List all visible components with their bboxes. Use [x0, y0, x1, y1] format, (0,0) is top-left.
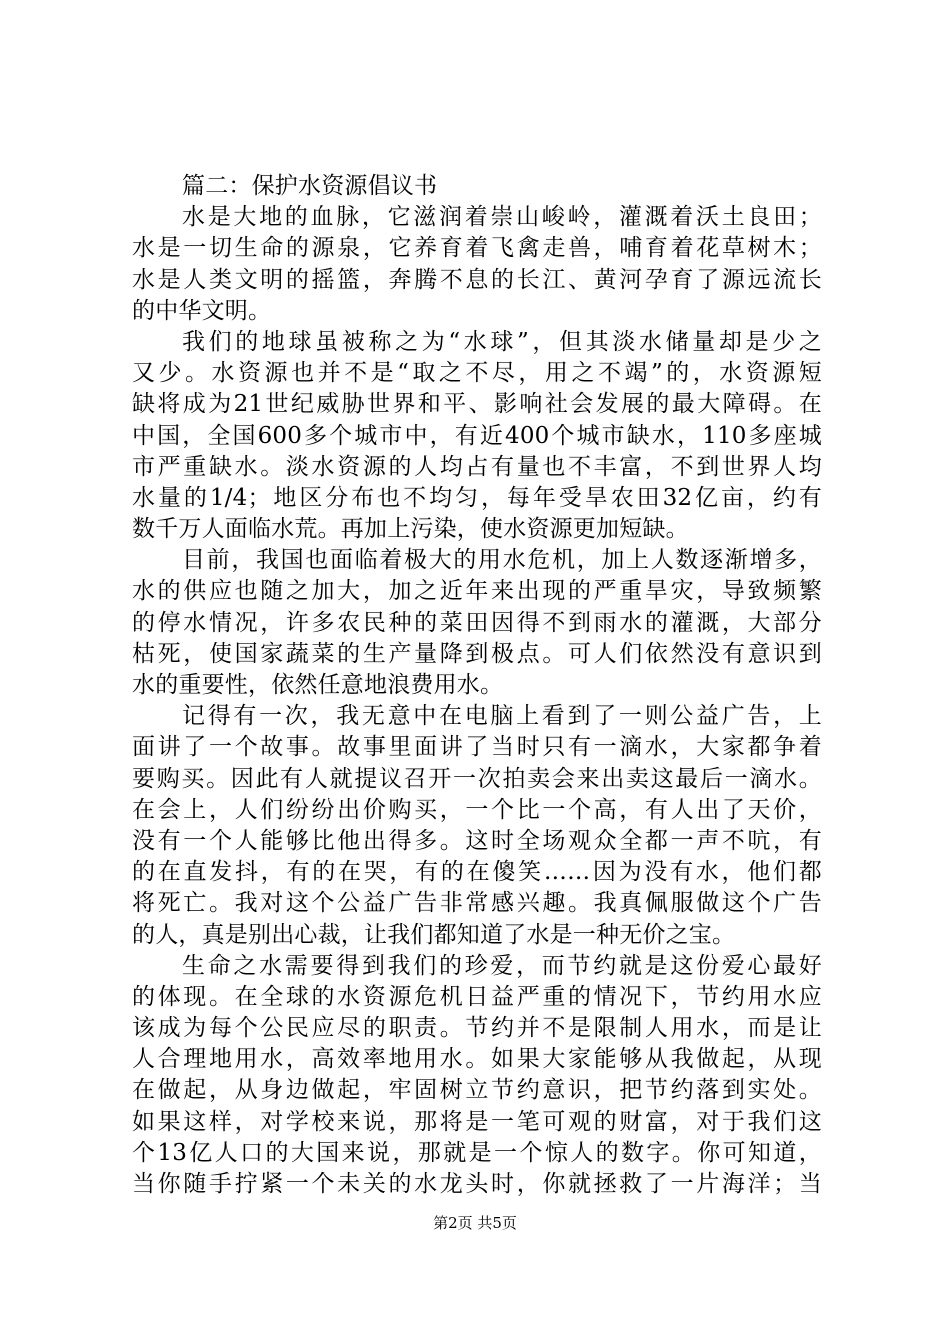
text-line: 面讲了一个故事。故事里面讲了当时只有一滴水，大家都争着: [132, 734, 822, 761]
text-line: 水是人类文明的摇篮，奔腾不息的长江、黄河孕育了源远流长: [132, 266, 822, 293]
text-line: 要购买。因此有人就提议召开一次拍卖会来出卖这最后一滴水。: [132, 765, 822, 792]
text-line: 的人，真是别出心裁，让我们都知道了水是一种无价之宝。: [132, 921, 736, 948]
text-line: 水量的1/4；地区分布也不均匀，每年受旱农田32亿亩，约有: [132, 484, 822, 511]
text-line: 该成为每个公民应尽的职责。节约并不是限制人用水，而是让: [132, 1015, 822, 1042]
text-line: 没有一个人能够比他出得多。这时全场观众全都一声不吭，有: [132, 827, 822, 854]
text-line: 的中华文明。: [132, 297, 272, 324]
text-line: 人合理地用水，高效率地用水。如果大家能够从我做起，从现: [132, 1046, 822, 1073]
text-line: 水是大地的血脉，它滋润着崇山峻岭，灌溉着沃土良田；: [182, 204, 822, 231]
text-line: 的体现。在全球的水资源危机日益严重的情况下，节约用水应: [132, 983, 822, 1010]
text-line: 的在直发抖，有的在哭，有的在傻笑……因为没有水，他们都: [132, 859, 822, 886]
text-line: 枯死，使国家蔬菜的生产量降到极点。可人们依然没有意识到: [132, 640, 822, 667]
text-line: 目前，我国也面临着极大的用水危机，加上人数逐渐增多，: [182, 547, 822, 574]
text-line: 我们的地球虽被称之为“水球”，但其淡水储量却是少之: [182, 328, 822, 355]
section-heading: 篇二：保护水资源倡议书: [182, 173, 438, 199]
text-line: 记得有一次，我无意中在电脑上看到了一则公益广告，上: [182, 703, 822, 730]
text-line: 水的供应也随之加大，加之近年来出现的严重旱灾，导致频繁: [132, 578, 822, 605]
text-line: 的停水情况，许多农民种的菜田因得不到雨水的灌溉，大部分: [132, 609, 822, 636]
text-line: 水是一切生命的源泉，它养育着飞禽走兽，哺育着花草树木；: [132, 235, 822, 262]
text-line: 又少。水资源也并不是“取之不尽，用之不竭”的，水资源短: [132, 360, 822, 387]
text-line: 水的重要性，依然任意地浪费用水。: [132, 672, 504, 698]
text-line: 中国，全国600多个城市中，有近400个城市缺水，110多座城: [132, 422, 822, 449]
text-line: 如果这样，对学校来说，那将是一笔可观的财富，对于我们这: [132, 1108, 822, 1135]
text-line: 生命之水需要得到我们的珍爱，而节约就是这份爱心最好: [182, 952, 822, 979]
text-line: 在做起，从身边做起，牢固树立节约意识，把节约落到实处。: [132, 1077, 822, 1104]
document-body: [132, 171, 822, 1200]
text-line: 在会上，人们纷纷出价购买，一个比一个高，有人出了天价，: [132, 796, 822, 823]
page-number-footer: 第2页 共5页: [433, 1214, 517, 1232]
text-line: 个13亿人口的大国来说，那就是一个惊人的数字。你可知道，: [132, 1139, 822, 1166]
text-line: 市严重缺水。淡水资源的人均占有量也不丰富，不到世界人均: [132, 453, 822, 480]
text-line: 缺将成为21世纪威胁世界和平、影响社会发展的最大障碍。在: [132, 391, 822, 418]
text-line: 将死亡。我对这个公益广告非常感兴趣。我真佩服做这个广告: [132, 890, 822, 917]
text-line: 数千万人面临水荒。再加上污染，使水资源更加短缺。: [132, 516, 689, 543]
text-line: 当你随手拧紧一个未关的水龙头时，你就拯救了一片海洋；当: [132, 1171, 822, 1197]
